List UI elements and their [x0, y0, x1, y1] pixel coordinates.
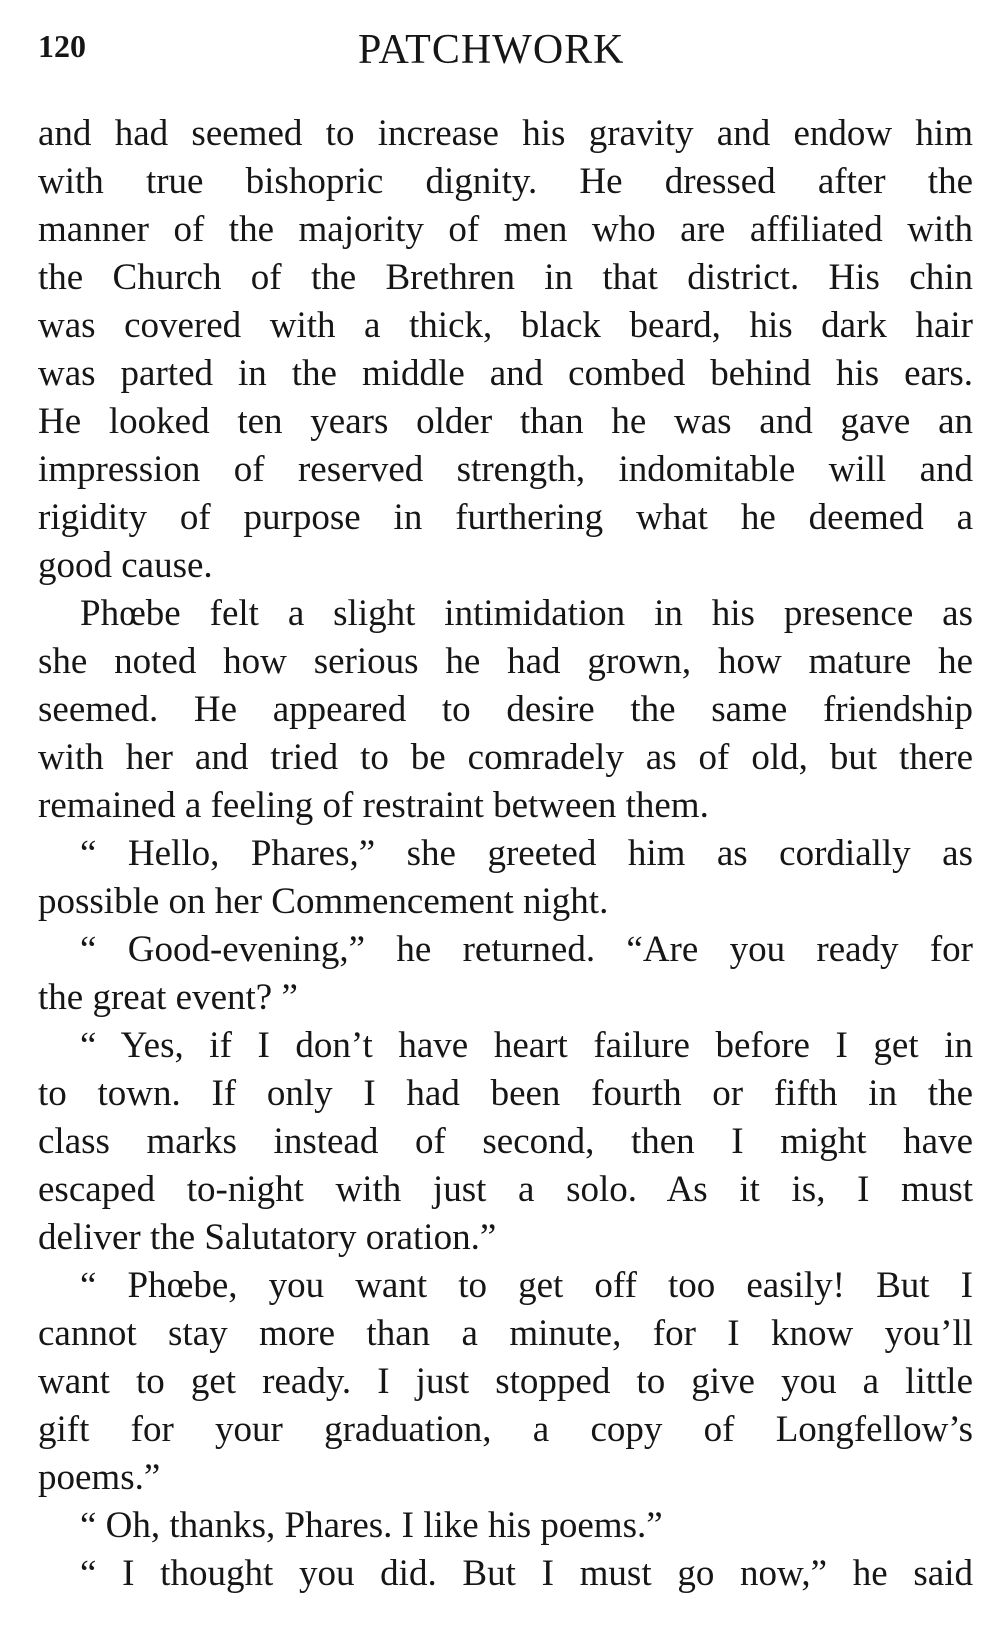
text-line: want to get ready. I just stopped to give you a little [38, 1361, 973, 1402]
text-line: poems.” [38, 1457, 161, 1498]
text-line: was parted in the middle and combed behind his ears. [38, 353, 973, 394]
text-line: “ Yes, if I don’t have heart failure before I get in [80, 1025, 973, 1066]
text-line: remained a feeling of restraint between them. [38, 785, 709, 826]
text-line: Phœbe felt a slight intimidation in his presence as [80, 593, 973, 634]
text-line: “ Phœbe, you want to get off too easily! But I [80, 1265, 973, 1306]
page-number: 120 [38, 28, 86, 64]
text-line: the great event? ” [38, 977, 298, 1018]
text-line: gift for your graduation, a copy of Longfellow’s [38, 1409, 973, 1450]
text-line: cannot stay more than a minute, for I know you’ll [38, 1313, 973, 1354]
text-line: with her and tried to be comradely as of old, but there [38, 737, 973, 778]
running-title: PATCHWORK [358, 27, 625, 73]
text-line: was covered with a thick, black beard, his dark hair [38, 305, 973, 346]
text-line: “ Oh, thanks, Phares. I like his poems.” [80, 1505, 663, 1546]
body-text [38, 110, 973, 1598]
page-header [38, 18, 973, 78]
text-line: good cause. [38, 545, 213, 586]
text-line: with true bishopric dignity. He dressed after the [38, 161, 973, 202]
text-line: manner of the majority of men who are affiliated with [38, 209, 973, 250]
text-line: impression of reserved strength, indomitable will and [38, 449, 973, 490]
text-line: He looked ten years older than he was and gave an [38, 401, 973, 442]
text-line: seemed. He appeared to desire the same friendship [38, 689, 973, 730]
text-line: the Church of the Brethren in that district. His chin [38, 257, 973, 298]
text-line: to town. If only I had been fourth or fifth in the [38, 1073, 973, 1114]
text-line: possible on her Commencement night. [38, 881, 609, 922]
text-line: escaped to-night with just a solo. As it is, I must [38, 1169, 973, 1210]
text-line: “ I thought you did. But I must go now,” he said [80, 1553, 973, 1594]
text-line: “ Hello, Phares,” she greeted him as cordially as [80, 833, 973, 874]
text-line: and had seemed to increase his gravity and endow him [38, 113, 973, 154]
text-line: class marks instead of second, then I might have [38, 1121, 973, 1162]
text-line: “ Good-evening,” he returned. “Are you ready for [80, 929, 973, 970]
text-line: deliver the Salutatory oration.” [38, 1217, 497, 1258]
text-line: she noted how serious he had grown, how mature he [38, 641, 973, 682]
text-line: rigidity of purpose in furthering what he deemed a [38, 497, 973, 538]
